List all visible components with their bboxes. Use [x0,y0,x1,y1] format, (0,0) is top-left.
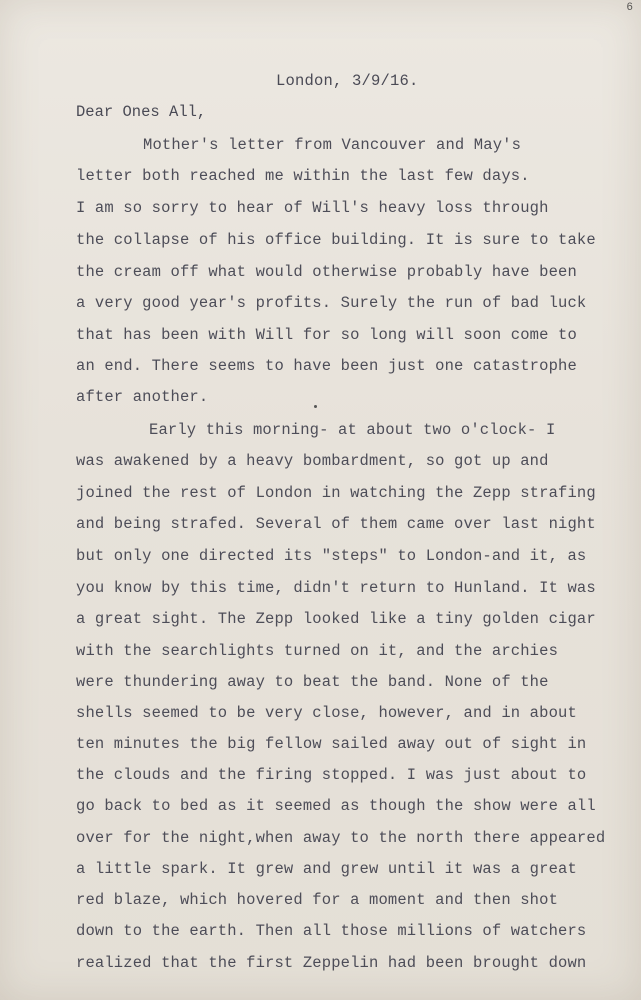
text-line: the cream off what would otherwise probably have been [76,263,577,281]
text-line: a great sight. The Zepp looked like a tiny golden cigar [76,610,596,628]
text-line: the collapse of his office building. It is sure to take [76,231,596,249]
text-line: that has been with Will for so long will soon come to [76,326,577,344]
text-line: and being strafed. Several of them came over last night [76,515,596,533]
text-line: letter both reached me within the last few days. [76,167,530,185]
text-line: I am so sorry to hear of Will's heavy loss through [76,199,549,217]
text-line: after another. [76,388,209,406]
text-line: the clouds and the firing stopped. I was just about to [76,766,587,784]
text-line: joined the rest of London in watching the Zepp strafing [76,484,596,502]
salutation: Dear Ones All, [76,103,207,121]
text-line: realized that the first Zeppelin had been brought down [76,954,587,972]
text-line: were thundering away to beat the band. None of the [76,673,549,691]
text-line: but only one directed its "steps" to London-and it, as [76,547,587,565]
text-line: a very good year's profits. Surely the run of bad luck [76,294,587,312]
text-line: down to the earth. Then all those millions of watchers [76,922,587,940]
page-number: 6 [626,2,633,14]
ink-dot [314,405,317,408]
text-line: over for the night,when away to the north there appeared [76,829,606,847]
text-line: go back to bed as it seemed as though the show were all [76,797,596,815]
text-line: Early this morning- at about two o'clock- I [149,421,556,439]
text-line: was awakened by a heavy bombardment, so got up and [76,452,549,470]
text-line: red blaze, which hovered for a moment and then shot [76,891,559,909]
dateline: London, 3/9/16. [276,72,419,90]
text-line: Mother's letter from Vancouver and May's [143,136,522,154]
text-line: a little spark. It grew and grew until it was a great [76,860,577,878]
text-line: shells seemed to be very close, however, and in about [76,704,577,722]
text-line: with the searchlights turned on it, and the archies [76,642,559,660]
text-line: an end. There seems to have been just one catastrophe [76,357,577,375]
text-line: ten minutes the big fellow sailed away out of sight in [76,735,587,753]
text-line: you know by this time, didn't return to Hunland. It was [76,579,596,597]
